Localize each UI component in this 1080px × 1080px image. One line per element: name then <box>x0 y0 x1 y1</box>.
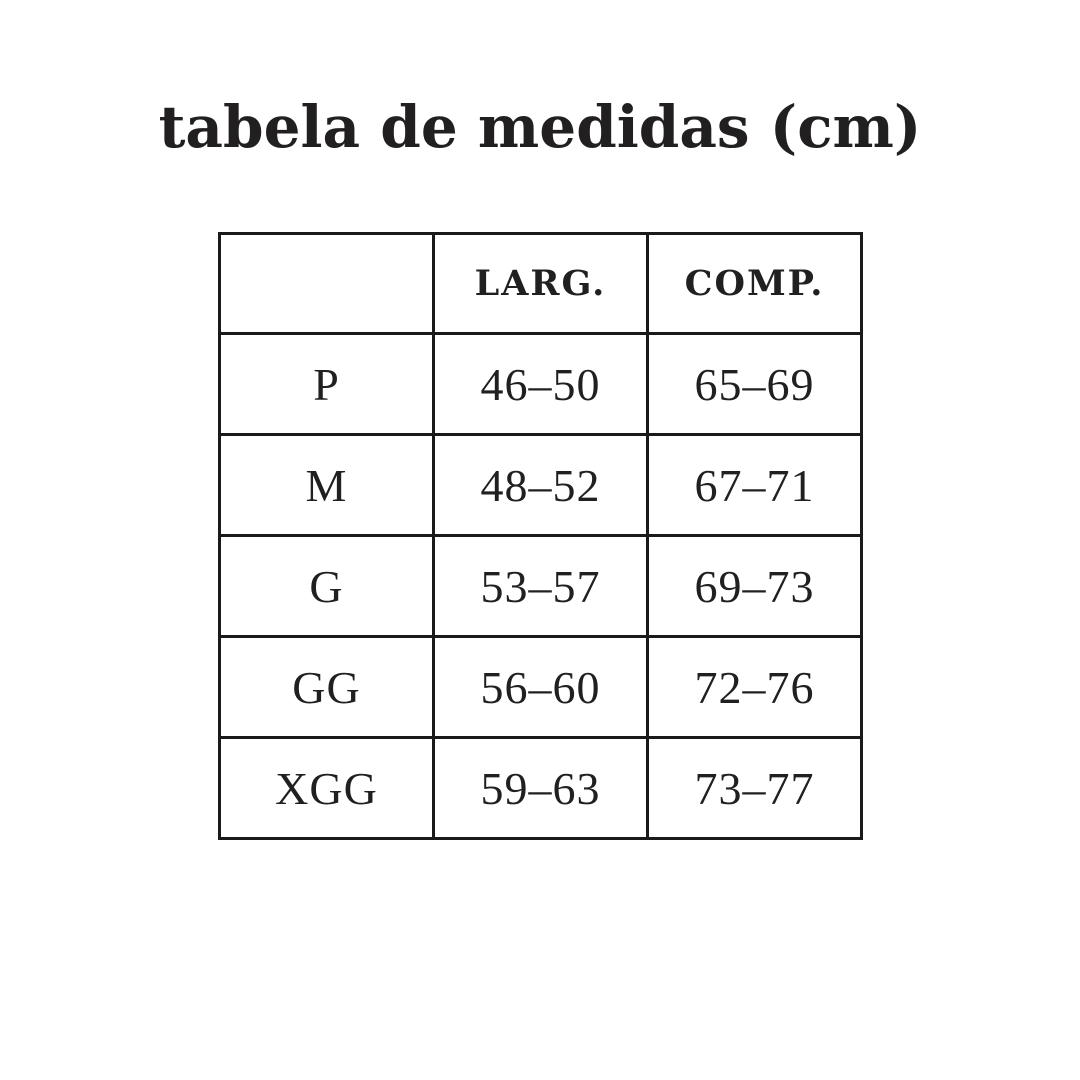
header-comp: COMP. <box>648 234 862 334</box>
size-label: P <box>220 334 434 435</box>
larg-value: 46–50 <box>434 334 648 435</box>
table-row-xgg <box>220 738 862 839</box>
size-label: GG <box>220 637 434 738</box>
header-larg: LARG. <box>434 234 648 334</box>
larg-value: 53–57 <box>434 536 648 637</box>
larg-value: 56–60 <box>434 637 648 738</box>
size-label: XGG <box>220 738 434 839</box>
table-row-gg <box>220 637 862 738</box>
comp-value: 72–76 <box>648 637 862 738</box>
table-row-g <box>220 536 862 637</box>
table-row-p <box>220 334 862 435</box>
header-size-blank <box>220 234 434 334</box>
table-header-row <box>220 234 862 334</box>
size-chart-table <box>218 232 863 840</box>
page-title: tabela de medidas (cm) <box>158 93 922 161</box>
comp-value: 67–71 <box>648 435 862 536</box>
larg-value: 59–63 <box>434 738 648 839</box>
size-label: G <box>220 536 434 637</box>
size-label: M <box>220 435 434 536</box>
larg-value: 48–52 <box>434 435 648 536</box>
table-row-m <box>220 435 862 536</box>
comp-value: 69–73 <box>648 536 862 637</box>
comp-value: 73–77 <box>648 738 862 839</box>
comp-value: 65–69 <box>648 334 862 435</box>
